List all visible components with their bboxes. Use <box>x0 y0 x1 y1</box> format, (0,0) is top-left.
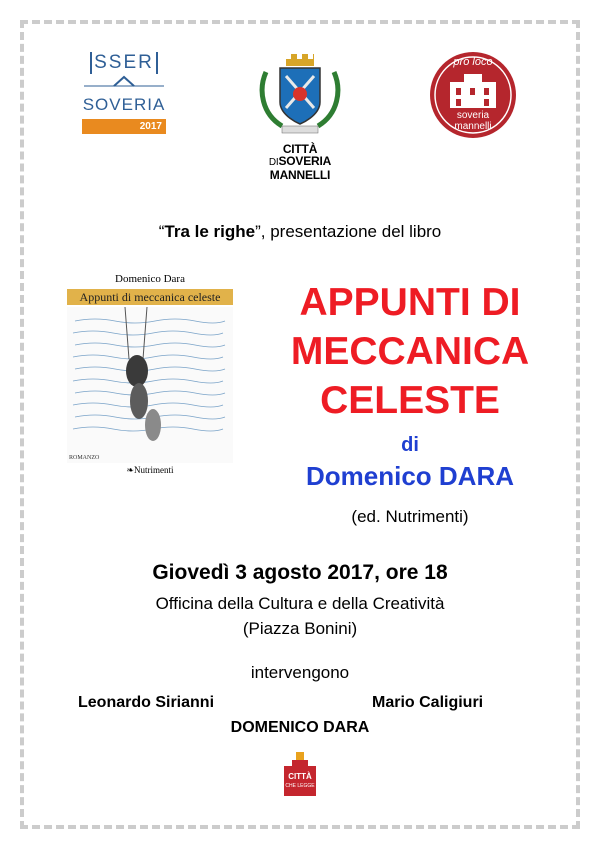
event-venue-detail: (Piazza Bonini) <box>242 619 358 638</box>
sser-soveria-logo <box>82 52 166 136</box>
event-author: Domenico DARA <box>305 461 514 491</box>
event-di: di <box>401 434 419 456</box>
event-title <box>265 278 555 425</box>
speaker-2: Mario Caligiuri <box>372 694 484 711</box>
speakers-heading: intervengono <box>250 663 350 682</box>
book-cover-author: Domenico Dara <box>115 273 185 285</box>
proloco-bottom-text-2: mannelli <box>454 121 492 132</box>
speaker-3: DOMENICO DARA <box>230 719 370 736</box>
crest-text-soveria: SOVERIA <box>278 154 332 168</box>
proloco-bottom-text-1: soveria <box>456 110 490 121</box>
citta-che-legge-logo <box>282 752 318 796</box>
sser-roof-icon <box>82 74 166 88</box>
sser-logo-soveria: SOVERIA <box>82 95 166 114</box>
event-edition: (ed. Nutrimenti) <box>351 507 469 526</box>
citta-che-legge-line-2: CHE LEGGE <box>285 783 315 789</box>
speaker-1: Leonardo Sirianni <box>78 694 215 711</box>
coat-of-arms-icon <box>252 50 348 138</box>
event-title-line-1: APPUNTI DI <box>299 281 521 324</box>
event-venue: Officina della Cultura e della Creatività <box>155 594 445 613</box>
book-cover-illustration <box>67 307 233 463</box>
event-title-line-3: CELESTE <box>320 379 500 422</box>
nutrimenti-icon: ❧ <box>126 465 135 475</box>
crest-text-mannelli: MANNELLI <box>269 168 331 182</box>
citta-che-legge-line-1: CITTÀ <box>288 772 312 781</box>
crest-text-di: DI <box>268 157 279 168</box>
tagline-rest: , presentazione del libro <box>260 222 442 241</box>
book-cover <box>67 273 233 483</box>
book-cover-genre: ROMANZO <box>69 455 100 461</box>
proloco-logo <box>428 50 518 140</box>
sser-logo-text: SSER <box>90 52 158 74</box>
book-cover-title: Appunti di meccanica celeste <box>67 289 233 305</box>
citta-soveria-crest-logo <box>252 50 348 186</box>
crest-text-citta: CITTÀ <box>282 142 318 156</box>
event-date: Giovedì 3 agosto 2017, ore 18 <box>152 561 448 584</box>
tagline-quote: Tra le righe <box>164 222 256 241</box>
book-cover-publisher: Nutrimenti <box>134 465 174 475</box>
event-title-line-2: MECCANICA <box>290 330 530 373</box>
tagline: “Tra le righe”, presentazione del libro <box>158 222 442 241</box>
sser-logo-year: 2017 <box>82 119 166 134</box>
proloco-top-text: pro loco <box>453 56 493 68</box>
